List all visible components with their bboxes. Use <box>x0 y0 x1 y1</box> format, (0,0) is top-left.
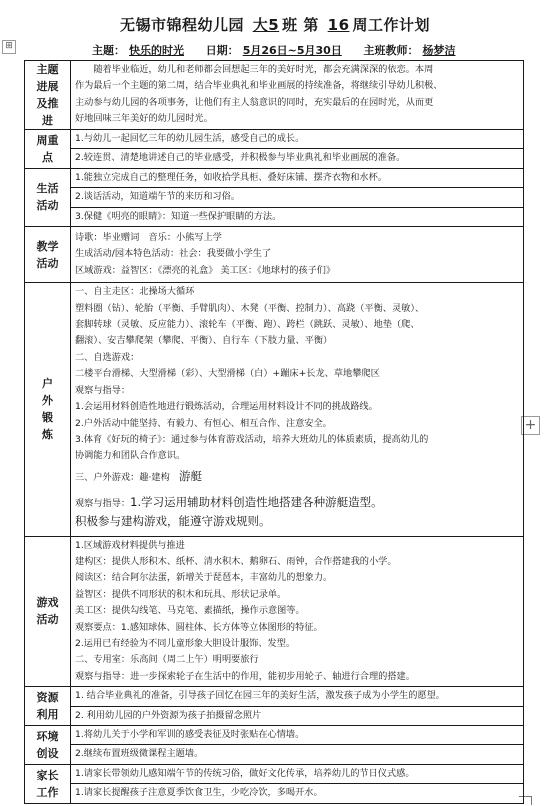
row-content-resource-use[interactable]: 1. 结合毕业典礼的准备，引导孩子回忆在园三年的美好生活，激发孩子成为小学生的愿望。 2. 利用幼儿园的户外资源为孩子拍摄留念照片 <box>71 687 524 726</box>
class-name: 大5 <box>252 16 280 34</box>
row-content-weekly-focus[interactable]: 1.与幼儿一起回忆三年的幼儿园生活，感受自己的成长。 2.较连贯、清楚地讲述自己的毕业感受，并积极参与毕业典礼和毕业画展的准备。 <box>71 130 524 169</box>
row-label-environment: 环境 创设 <box>25 726 71 765</box>
add-row-button[interactable]: + <box>521 416 540 435</box>
row-label-parent-work: 家长 工作 <box>25 764 71 803</box>
row-label-play-activities: 游戏 活动 <box>25 536 71 687</box>
row-label-life-activities: 生活 活动 <box>25 168 71 226</box>
table-row-play-activities <box>25 536 524 687</box>
table-row-weekly-focus <box>25 130 524 169</box>
row-content-theme-progress[interactable]: 随着毕业临近，幼儿和老师都会回想起三年的美好时光，都会充满深深的依恋。本周 作为最后一个主题的第二周，结合毕业典礼和毕业画展的持续准备，将继续引导幼儿积极、 主动参与幼儿园的各项事务，让他们有主人翁意识的同时，充实最后的在园时光，从而更 好地回味三年美好的幼儿园时光。 <box>71 61 524 130</box>
row-content-parent-work[interactable]: 1.请家长带领幼儿感知端午节的传统习俗，做好文化传承，培养幼儿的节日仪式感。 1.请家长提醒孩子注意夏季饮食卫生，少吃冷饮，多喝开水。 <box>71 764 524 803</box>
row-label-teaching-activities: 教学 活动 <box>25 227 71 283</box>
theme-value: 快乐的时光 <box>129 44 184 57</box>
table-row-teaching-activities <box>25 227 524 283</box>
table-row-resource-use <box>25 687 524 726</box>
plan-meta: 主题： 快乐的时光 日期： 5月26日~5月30日 主班教师： 杨梦洁 <box>92 42 460 58</box>
row-content-environment[interactable]: 1.将幼儿关于小学和军训的感受表征及时张贴在心情墙。 2.继续布置班级微课程主题墙。 <box>71 726 524 765</box>
row-label-theme-progress: 主题 进展 及推 进 <box>25 61 71 130</box>
table-row-environment <box>25 726 524 765</box>
page-title: 无锡市锦程幼儿园 大5 班 第 16 周工作计划 <box>119 16 431 34</box>
teacher-value: 杨梦洁 <box>422 44 456 57</box>
week-number: 16 <box>327 16 350 34</box>
table-row-theme-progress <box>25 61 524 130</box>
date-value: 5月26日~5月30日 <box>242 44 342 57</box>
row-label-weekly-focus: 周重 点 <box>25 130 71 169</box>
row-content-life-activities[interactable]: 1.能独立完成自己的整理任务，如收拾学具柜、叠好床铺、摆齐衣物和水杯。 2.谈话活动，知道端午节的来历和习俗。 3.保健《明亮的眼睛》：知道一些保护眼睛的方法。 <box>71 168 524 226</box>
table-row-parent-work <box>25 764 524 803</box>
table-move-handle[interactable]: ⊞ <box>2 40 16 54</box>
row-content-teaching-activities[interactable]: 诗歌：毕业赠词 音乐：小熊写上学 生成活动/园本特色活动：社会：我要做小学生了 区域游戏：益智区：《漂亮的礼盒》 美工区：《地球村的孩子们》 <box>71 227 524 283</box>
row-content-outdoor-exercise[interactable]: 一、自主走区：北操场大循环 塑料圈（钻）、轮胎（平衡、手臂肌肉）、木凳（平衡、控制力）、高跷（平衡、灵敏）、 套脚转球（灵敏、反应能力）、滚轮车（平衡、跑）、跨栏（跳跃、灵敏）、地垫（爬、 翻滚）、安吉攀爬架（攀爬、平衡）、自行车（下肢力量、平衡） 二、自选游戏： 二楼平台滑梯、大型滑梯（彩）、大型滑梯（白）+蹦床+长龙、草地攀爬区 观察与指导： 1.会运用材料创造性地进行锻炼活动，合理运用材料设计不同的挑战路线。 2.户外活动中能坚持、有毅力、有恒心、相互合作、注意安全。 3.体育《好玩的椅子》：通过参与体育游戏活动，培养大班幼儿的体质素质，提高幼儿的 协调能力和团队合作意识。 三、户外游戏：趣·建构 游艇 观察与指导：1.学习运用辅助材料创造性地搭建各种游艇造型。 积极参与建构游戏，能遵守游戏规则。 <box>71 283 524 536</box>
row-label-resource-use: 资源 利用 <box>25 687 71 726</box>
table-row-life-activities <box>25 168 524 226</box>
row-label-outdoor-exercise: 户 外 锻 炼 <box>25 283 71 536</box>
row-content-play-activities[interactable]: 1.区域游戏材料提供与推进 建构区：提供人形积木、纸杯、清水积木、鹅卵石、雨钟，合作搭建我的小学。 阅读区：结合阿尔法蛋，新增关于琵琶本，丰富幼儿的想象力。 益智区：提供不同形状的积木和玩具、形状记录单。 美工区：提供勾线笔、马克笔、素描纸，操作示意图等。 观察要点：1.感知球体、圆柱体、长方体等立体图形的特征。 2.运用已有经验为不同儿童形象大胆设计服饰、发型。 二、专用室：乐高间（周二上午）明明要旅行 观察与指导：进一步探索轮子在生活中的作用，能初步用轮子、轴进行合理的搭建。 <box>71 536 524 687</box>
weekly-plan-table <box>24 60 524 804</box>
table-row-outdoor-exercise <box>25 283 524 536</box>
